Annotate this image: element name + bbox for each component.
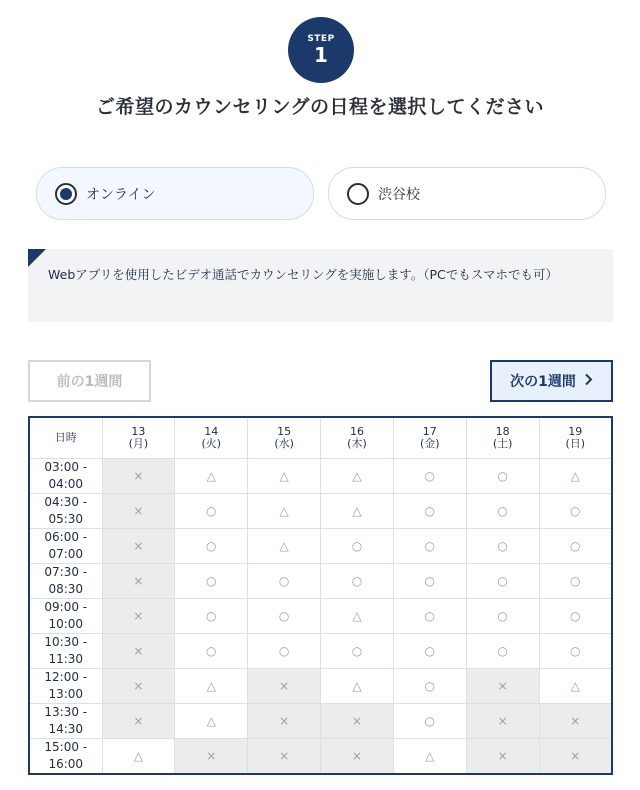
next-week-label: 次の1週間 — [510, 374, 576, 390]
day-date: 15 — [277, 424, 292, 438]
slot-available[interactable]: ○ — [393, 493, 466, 528]
time-end: 07:00 — [48, 546, 84, 561]
day-header — [248, 417, 321, 458]
slot-unavailable: × — [248, 738, 321, 774]
day-date: 14 — [204, 424, 219, 438]
slot-unavailable: × — [102, 493, 175, 528]
time-row — [29, 738, 612, 774]
chevron-right-icon — [584, 372, 593, 390]
slot-available[interactable]: ○ — [175, 493, 248, 528]
slot-unavailable: × — [466, 668, 539, 703]
slot-available[interactable]: △ — [175, 458, 248, 493]
schedule-table — [28, 416, 613, 775]
slot-available[interactable]: △ — [321, 493, 394, 528]
day-weekday: (土) — [492, 436, 513, 450]
slot-available[interactable]: ○ — [466, 598, 539, 633]
time-start: 10:30 - — [44, 634, 88, 649]
day-weekday: (木) — [347, 436, 367, 450]
time-row — [29, 458, 612, 493]
day-weekday: (月) — [128, 436, 149, 450]
page-title: ご希望のカウンセリングの日程を選択してください — [95, 96, 545, 118]
time-row — [29, 528, 612, 563]
time-row — [29, 598, 612, 633]
time-start: 13:30 - — [44, 704, 88, 719]
day-date: 17 — [422, 424, 437, 438]
time-end: 13:00 — [48, 686, 84, 701]
slot-available[interactable]: ○ — [175, 598, 248, 633]
shibuya-radio[interactable] — [347, 183, 369, 205]
slot-available[interactable]: ○ — [539, 493, 612, 528]
time-end: 05:30 — [48, 511, 84, 526]
slot-available[interactable]: ○ — [466, 458, 539, 493]
slot-available[interactable]: △ — [539, 458, 612, 493]
slot-unavailable: × — [102, 703, 175, 738]
slot-available[interactable]: △ — [321, 598, 394, 633]
time-slot-label — [29, 633, 102, 668]
day-header — [321, 417, 394, 458]
step-number: 1 — [314, 43, 328, 67]
time-end: 10:00 — [48, 616, 84, 631]
slot-available[interactable]: ○ — [466, 633, 539, 668]
slot-available[interactable]: △ — [175, 668, 248, 703]
shibuya-option[interactable] — [328, 167, 606, 220]
day-header — [539, 417, 612, 458]
slot-unavailable: × — [102, 598, 175, 633]
slot-available[interactable]: △ — [175, 703, 248, 738]
time-end: 14:30 — [48, 721, 84, 736]
slot-unavailable: × — [321, 738, 394, 774]
slot-available[interactable]: ○ — [248, 563, 321, 598]
slot-available[interactable]: ○ — [248, 633, 321, 668]
time-slot-label — [29, 598, 102, 633]
slot-available[interactable]: △ — [393, 738, 466, 774]
time-row — [29, 563, 612, 598]
slot-available[interactable]: ○ — [393, 528, 466, 563]
time-slot-label — [29, 738, 102, 774]
time-start: 04:30 - — [44, 494, 88, 509]
step-label: STEP — [307, 34, 335, 44]
slot-available[interactable]: △ — [539, 668, 612, 703]
day-weekday: (日) — [565, 436, 586, 450]
online-option[interactable] — [36, 167, 314, 220]
slot-unavailable: × — [539, 738, 612, 774]
slot-available[interactable]: △ — [248, 493, 321, 528]
time-end: 11:30 — [48, 651, 84, 666]
time-start: 15:00 - — [44, 739, 88, 754]
time-slot-label — [29, 668, 102, 703]
slot-available[interactable]: ○ — [466, 563, 539, 598]
time-start: 06:00 - — [44, 529, 88, 544]
slot-available[interactable]: ○ — [175, 528, 248, 563]
time-start: 03:00 - — [44, 459, 88, 474]
day-header — [466, 417, 539, 458]
radio-selected-dot — [60, 188, 72, 200]
time-start: 09:00 - — [44, 599, 88, 614]
day-header — [102, 417, 175, 458]
slot-available[interactable]: △ — [102, 738, 175, 774]
time-row — [29, 493, 612, 528]
slot-unavailable: × — [102, 563, 175, 598]
slot-unavailable: × — [102, 668, 175, 703]
online-radio[interactable] — [55, 183, 77, 205]
day-weekday: (金) — [420, 436, 440, 450]
slot-unavailable: × — [102, 458, 175, 493]
time-row — [29, 633, 612, 668]
day-weekday: (火) — [201, 436, 222, 450]
schedule-header-row — [29, 417, 612, 458]
time-slot-label — [29, 493, 102, 528]
corner-header: 日時 — [29, 417, 102, 458]
slot-available[interactable]: ○ — [539, 633, 612, 668]
slot-available[interactable]: ○ — [393, 458, 466, 493]
slot-available[interactable]: ○ — [393, 633, 466, 668]
day-date: 19 — [568, 424, 583, 438]
slot-available[interactable]: ○ — [393, 563, 466, 598]
online-option-label: オンライン — [86, 186, 156, 203]
slot-unavailable: × — [102, 528, 175, 563]
time-row — [29, 668, 612, 703]
slot-unavailable: × — [248, 703, 321, 738]
time-end: 16:00 — [48, 756, 84, 771]
slot-available[interactable]: ○ — [539, 563, 612, 598]
prev-week-button[interactable] — [28, 360, 151, 402]
day-header — [175, 417, 248, 458]
slot-unavailable: × — [539, 703, 612, 738]
slot-unavailable: × — [248, 668, 321, 703]
time-slot-label — [29, 703, 102, 738]
slot-unavailable: × — [466, 703, 539, 738]
slot-available[interactable]: ○ — [393, 703, 466, 738]
time-row — [29, 703, 612, 738]
slot-available[interactable]: △ — [248, 528, 321, 563]
prev-week-label: 前の1週間 — [56, 374, 123, 390]
slot-available[interactable]: △ — [321, 668, 394, 703]
time-end: 08:30 — [48, 581, 84, 596]
slot-available[interactable]: ○ — [321, 528, 394, 563]
time-slot-label — [29, 563, 102, 598]
slot-available[interactable]: ○ — [248, 598, 321, 633]
step-badge — [288, 17, 354, 83]
day-date: 13 — [131, 424, 146, 438]
slot-unavailable: × — [102, 633, 175, 668]
slot-available[interactable]: △ — [321, 458, 394, 493]
info-box — [28, 249, 613, 322]
day-date: 18 — [495, 424, 510, 438]
shibuya-option-label: 渋谷校 — [378, 186, 420, 203]
info-text: Webアプリを使用したビデオ通話でカウンセリングを実施します。（PCでもスマホでも可） — [48, 267, 559, 282]
slot-unavailable: × — [175, 738, 248, 774]
time-slot-label — [29, 458, 102, 493]
slot-available[interactable]: ○ — [393, 598, 466, 633]
slot-available[interactable]: △ — [248, 458, 321, 493]
info-corner-mark — [28, 249, 46, 267]
slot-available[interactable]: ○ — [393, 668, 466, 703]
slot-unavailable: × — [466, 738, 539, 774]
time-start: 12:00 - — [44, 669, 88, 684]
day-weekday: (水) — [274, 436, 294, 450]
time-slot-label — [29, 528, 102, 563]
slot-available[interactable]: ○ — [175, 563, 248, 598]
next-week-button[interactable] — [490, 360, 613, 402]
slot-available[interactable]: ○ — [539, 598, 612, 633]
time-end: 04:00 — [48, 476, 84, 491]
slot-available[interactable]: ○ — [466, 528, 539, 563]
slot-available[interactable]: ○ — [321, 633, 394, 668]
slot-unavailable: × — [321, 703, 394, 738]
day-date: 16 — [349, 424, 364, 438]
day-header — [393, 417, 466, 458]
slot-available[interactable]: ○ — [466, 493, 539, 528]
slot-available[interactable]: ○ — [321, 563, 394, 598]
slot-available[interactable]: ○ — [175, 633, 248, 668]
time-start: 07:30 - — [44, 564, 88, 579]
slot-available[interactable]: ○ — [539, 528, 612, 563]
